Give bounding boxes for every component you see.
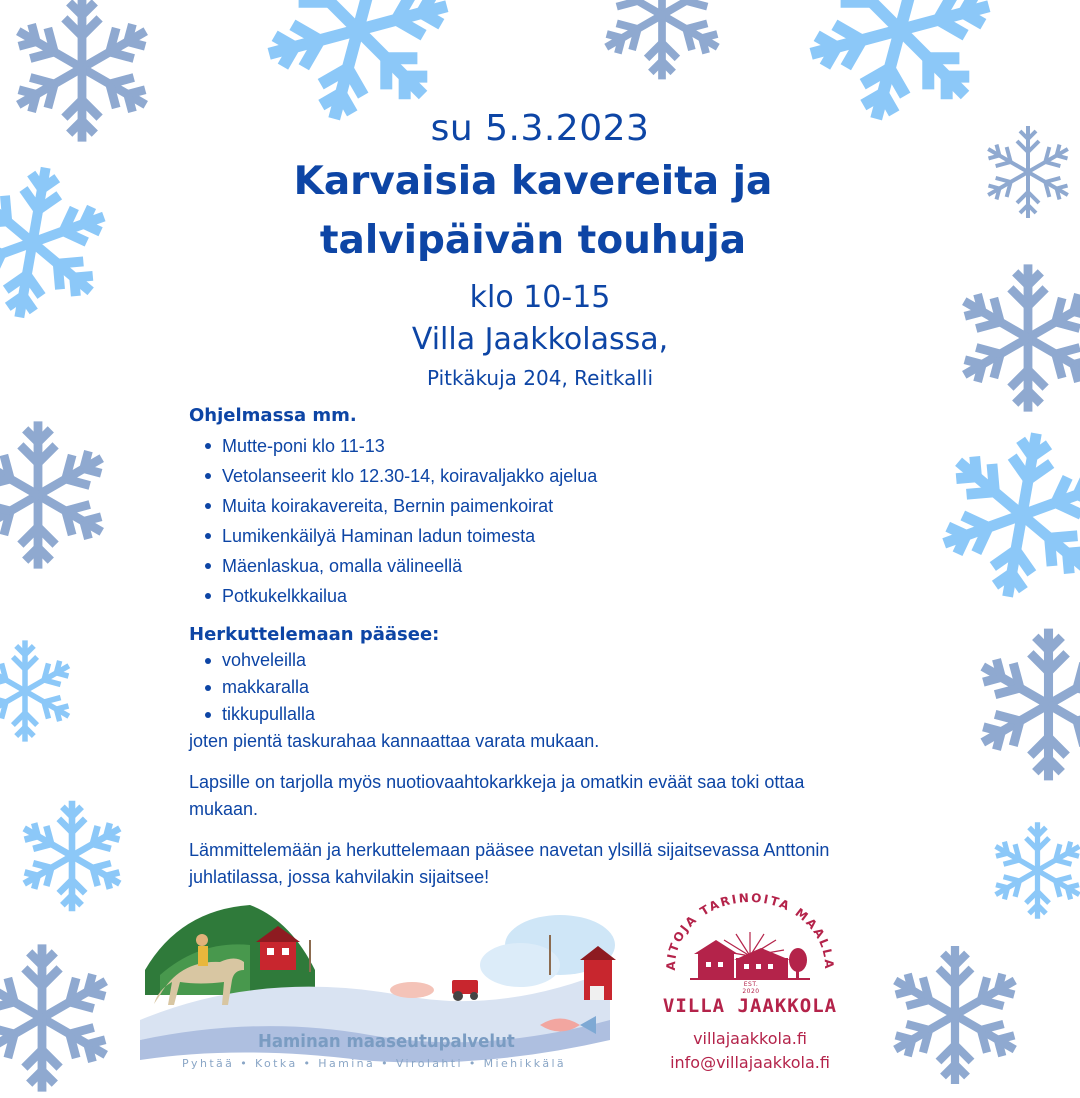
snowflake-icon: [0, 415, 118, 575]
list-item: Muita koirakavereita, Bernin paimenkoirat: [189, 491, 869, 521]
event-time: klo 10-15: [469, 280, 611, 315]
event-details: [189, 404, 869, 891]
event-venue: Villa Jaakkolassa,: [411, 322, 669, 357]
warmup-paragraph: Lämmittelemään ja herkuttelemaan pääsee navetan ylsillä sijaitsevassa Anttonin juhlatilassa, jossa kahvilakin sijaitsee!: [189, 840, 830, 887]
villa-jaakkola-website[interactable]: villajaakkola.fi: [693, 1029, 807, 1048]
event-date: su 5.3.2023: [430, 108, 650, 149]
snowflake-icon: [0, 938, 122, 1098]
event-title-line-1: Karvaisia kavereita ja: [293, 159, 773, 204]
snowflake-icon: [592, 0, 732, 85]
snowflake-icon: [12, 796, 132, 916]
maaseutupalvelut-towns: Pyhtää • Kotka • Hamina • Virolahti • Miehikkälä: [182, 1057, 567, 1070]
snowflake-icon: [966, 622, 1080, 787]
snowflake-icon: [0, 636, 80, 746]
event-title-line-2: talvipäivän touhuja: [319, 218, 747, 263]
villa-jaakkola-email[interactable]: info@villajaakkola.fi: [670, 1053, 830, 1072]
svg-text:AITOJA TARINOITA MAALLA: AITOJA TARINOITA MAALLA: [663, 892, 837, 971]
kids-paragraph: Lapsille on tarjolla myös nuotiovaahtokarkkeja ja omatkin eväät saa toki ottaa mukaan.: [189, 772, 805, 819]
program-heading: Ohjelmassa mm.: [189, 405, 357, 426]
list-item: Lumikenkäilyä Haminan ladun toimesta: [189, 521, 869, 551]
list-item: Mäenlaskua, omalla välineellä: [189, 551, 869, 581]
treats-note: joten pientä taskurahaa kannaattaa varata mukaan.: [189, 731, 600, 751]
list-item: makkaralla: [189, 674, 869, 701]
list-item: tikkupullalla: [189, 701, 869, 728]
program-list: [189, 431, 869, 611]
event-title: [0, 152, 1066, 270]
list-item: Mutte-poni klo 11-13: [189, 431, 869, 461]
snowflake-icon: [880, 940, 1030, 1090]
snowflake-icon: [932, 425, 1080, 605]
maaseutupalvelut-name: Haminan maaseutupalvelut: [258, 1031, 515, 1052]
event-address: Pitkäkuja 204, Reitkalli: [426, 366, 654, 390]
villa-jaakkola-est: EST. 2020: [742, 981, 760, 995]
snowflake-icon: [985, 818, 1080, 923]
list-item: Potkukelkkailua: [189, 581, 869, 611]
list-item: Vetolanseerit klo 12.30-14, koiravaljakko ajelua: [189, 461, 869, 491]
treats-heading: Herkuttelemaan pääsee:: [189, 624, 440, 645]
villa-jaakkola-name: VILLA JAAKKOLA: [662, 995, 838, 1017]
list-item: vohveleilla: [189, 647, 869, 674]
treats-list: [189, 647, 869, 728]
